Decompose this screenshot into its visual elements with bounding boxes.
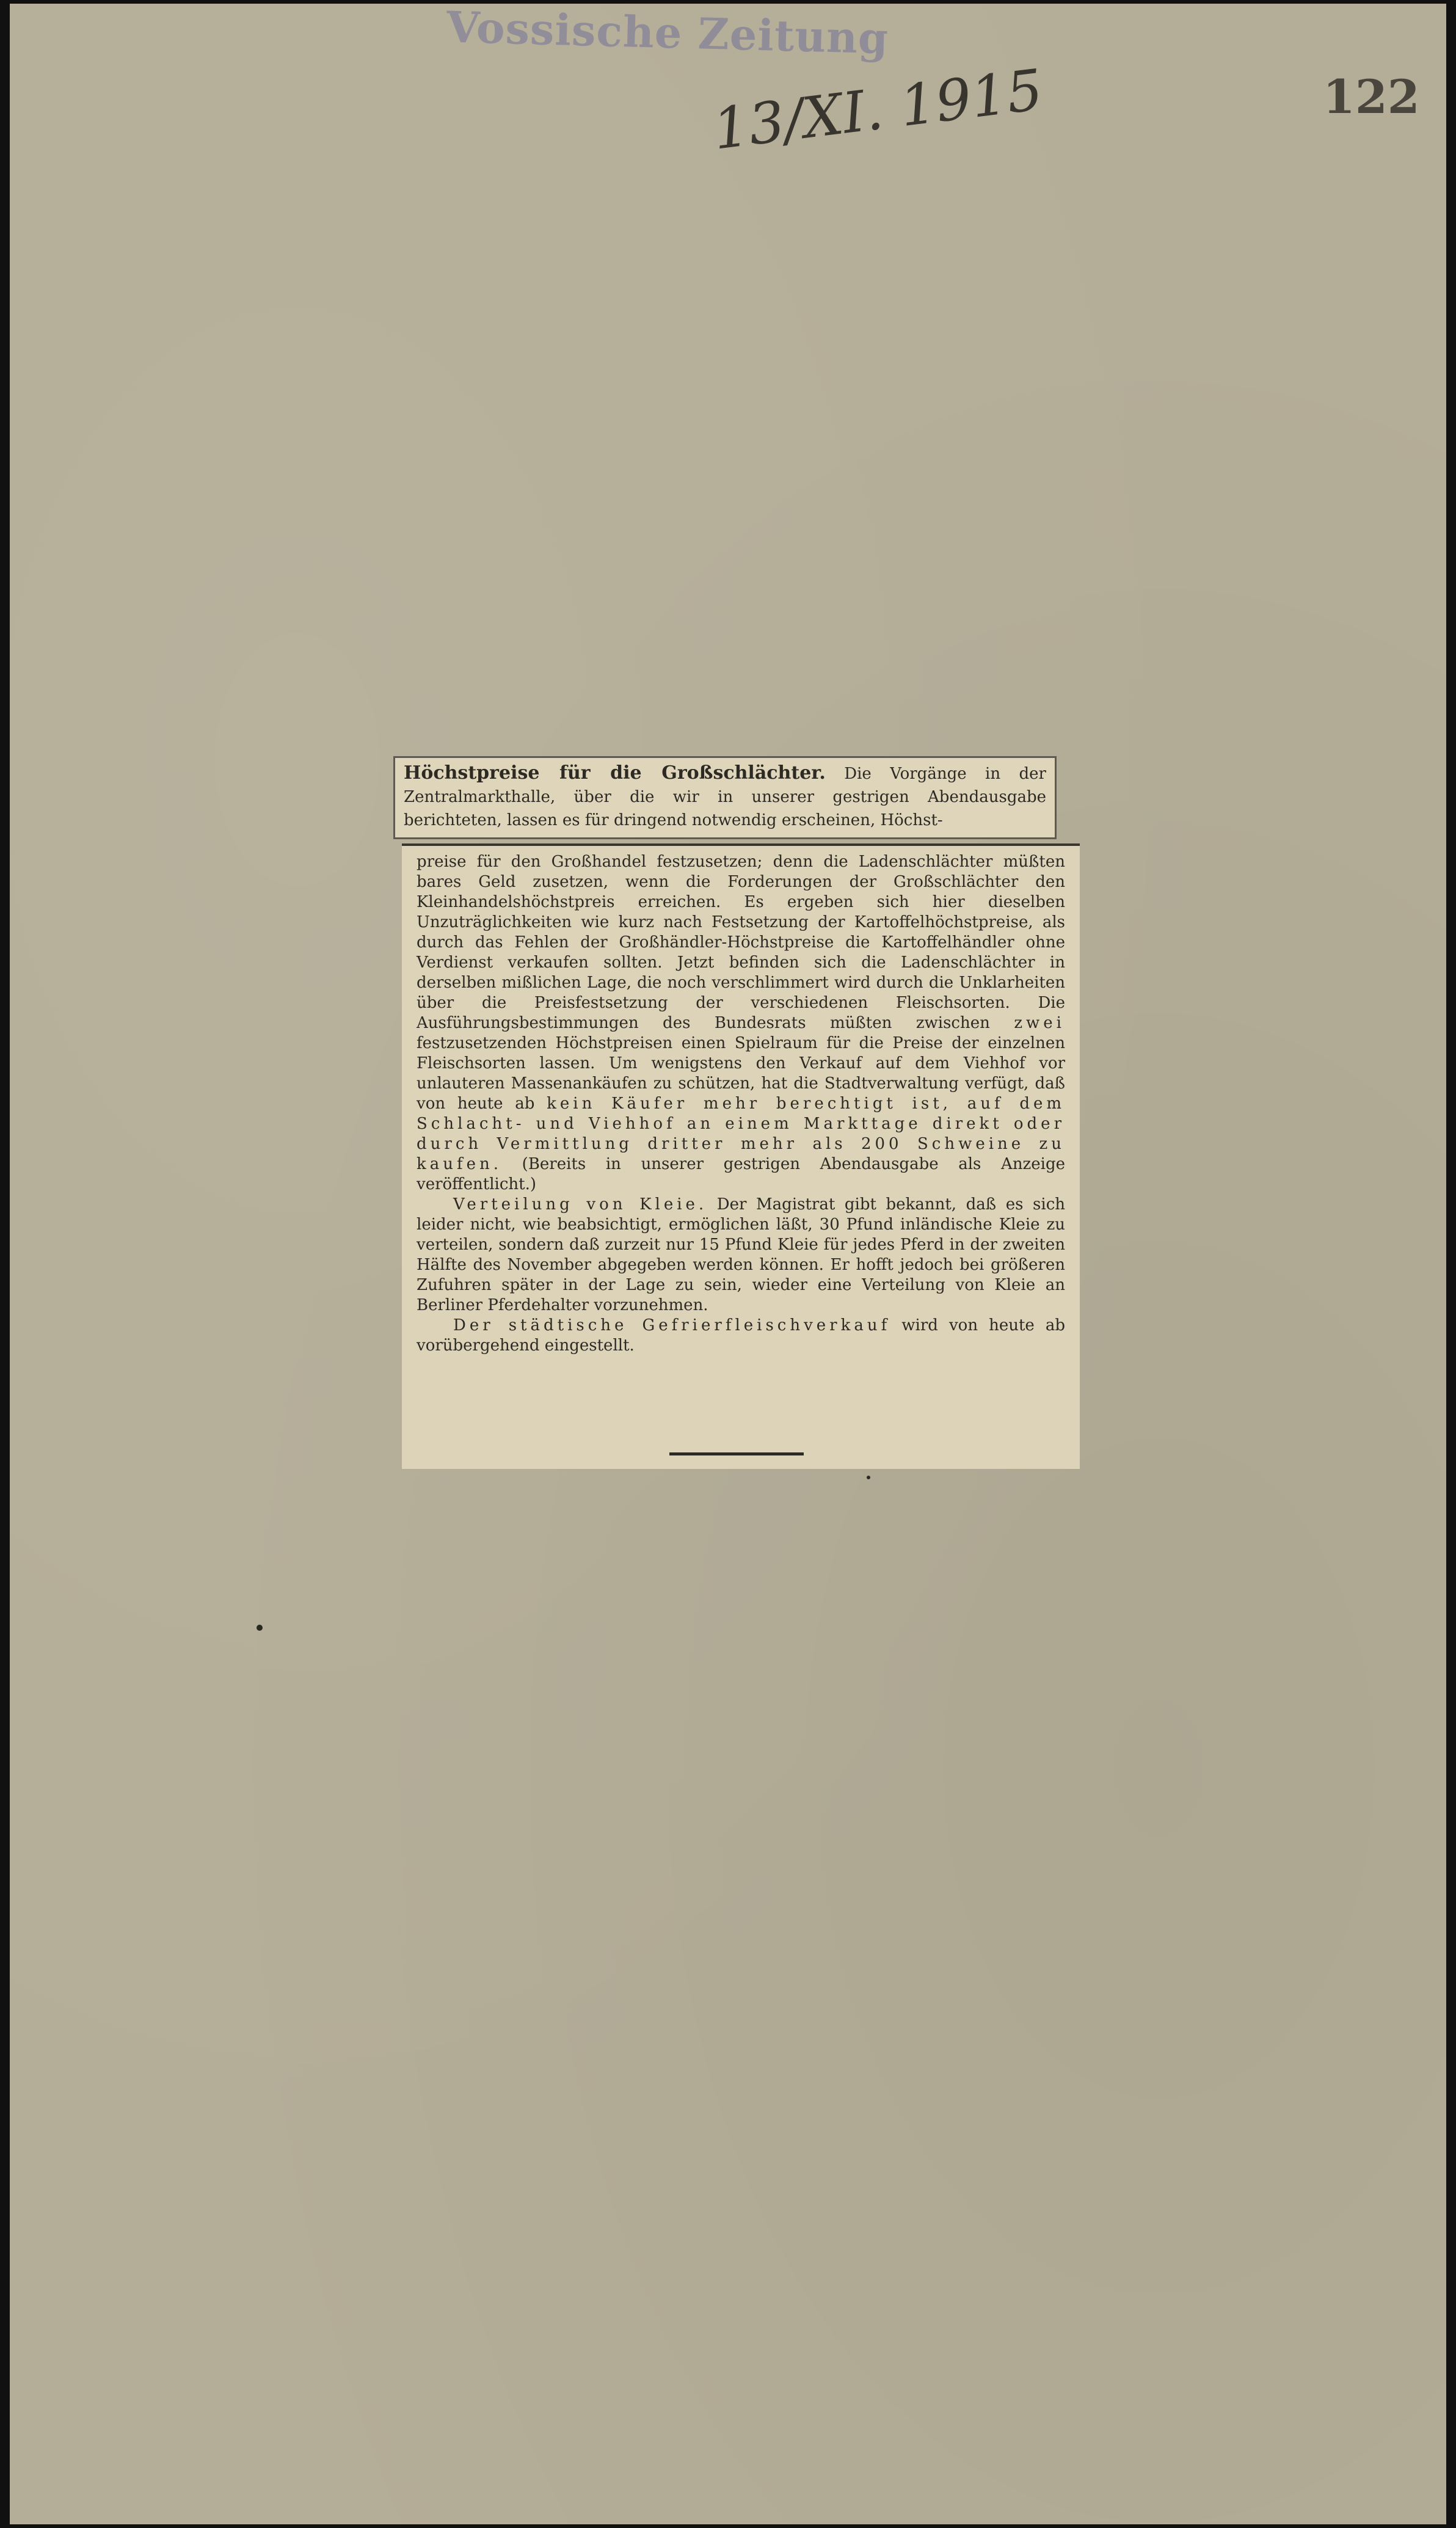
clipping-body bbox=[402, 843, 1080, 1469]
p1-spaced-order: kein Käufer mehr berechtigt ist, auf dem Schlacht- und Viehhof an einem Markttage direkt oder durch Vermittlung dritter mehr als 200 Schweine zu kaufen. bbox=[417, 1095, 1066, 1173]
paragraph-meat-prices bbox=[417, 852, 1065, 1195]
p1-note: (Bereits in unserer gestrigen Abendausgabe als Anzeige veröffentlicht.) bbox=[417, 1155, 1065, 1193]
paragraph-bran bbox=[417, 1195, 1065, 1316]
p1-spaced-zwei: zwei bbox=[1014, 1014, 1065, 1032]
clipping-lead: Die Vorgänge in der Zentralmarkthalle, über die wir in unserer gestrigen Abendausgabe berichteten, lassen es für dringend notwendig erscheinen, Höchst- bbox=[404, 765, 1046, 829]
p3-heading: Der städtische Gefrierfleischverkauf bbox=[453, 1316, 891, 1335]
archive-sheet bbox=[10, 1, 1446, 2524]
p1-text-a: preise für den Großhandel festzusetzen; denn die Ladenschlächter müßten bares Geld zusetzen, wenn die Forderungen der Großschlächter den Kleinhandelshöchstpreis erreichen. Es ergeben sich hier dieselben Unzuträglichkeiten wie kurz nach Festsetzung der Kartoffelhöchstpreise, als durch das Fehlen der Großhändler-Höchstpreise die Kartoffelhändler ohne Verdienst verkaufen sollten. Jetzt befinden sich die Ladenschlächter in derselben mißlichen Lage, die noch verschlimmert wird durch die Unklarheiten über die Preisfestsetzung der verschiedenen Fleischsorten. Die Ausführungsbestimmungen des Bundesrats müßten zwischen bbox=[417, 853, 1065, 1032]
p2-text: Der Magistrat gibt bekannt, daß es sich leider nicht, wie beabsichtigt, ermöglichen läßt, 30 Pfund inländische Kleie zu verteilen, sondern daß zurzeit nur 15 Pfund Kleie für jedes Pferd in der zweiten Hälfte des November abgegeben werden können. Er hofft jedoch bei größeren Zufuhren später in der Lage zu sein, wieder eine Verteilung von Kleie an Berliner Pferdehalter vorzunehmen. bbox=[417, 1195, 1066, 1314]
clipping-header-text bbox=[395, 758, 1055, 836]
clipping-bottom-rule bbox=[669, 1452, 804, 1455]
clipping-header bbox=[393, 756, 1057, 839]
p2-heading: Verteilung von Kleie. bbox=[453, 1195, 708, 1214]
paper-speck bbox=[867, 1476, 870, 1479]
p3-text: wird von heute ab vorübergehend eingestellt. bbox=[417, 1316, 1066, 1355]
paragraph-frozen-meat bbox=[417, 1316, 1065, 1356]
clipping-body-text bbox=[402, 846, 1080, 1362]
paper-speck bbox=[257, 1625, 263, 1631]
page-number: 122 bbox=[1323, 70, 1420, 124]
handwritten-date: 13/XI. 1915 bbox=[709, 57, 1047, 162]
p1-text-c: festzusetzenden Höchstpreisen einen Spielraum für die Preise der einzelnen Fleischsorten lassen. Um wenigstens den Verkauf auf dem Viehhof vor unlauteren Massenankäufen zu schützen, hat die Stadtverwaltung verfügt, daß von heute ab bbox=[417, 1034, 1065, 1113]
clipping-headline: Höchstpreise für die Großschlächter. bbox=[404, 762, 826, 784]
newspaper-stamp: Vossische Zeitung bbox=[446, 1, 890, 64]
